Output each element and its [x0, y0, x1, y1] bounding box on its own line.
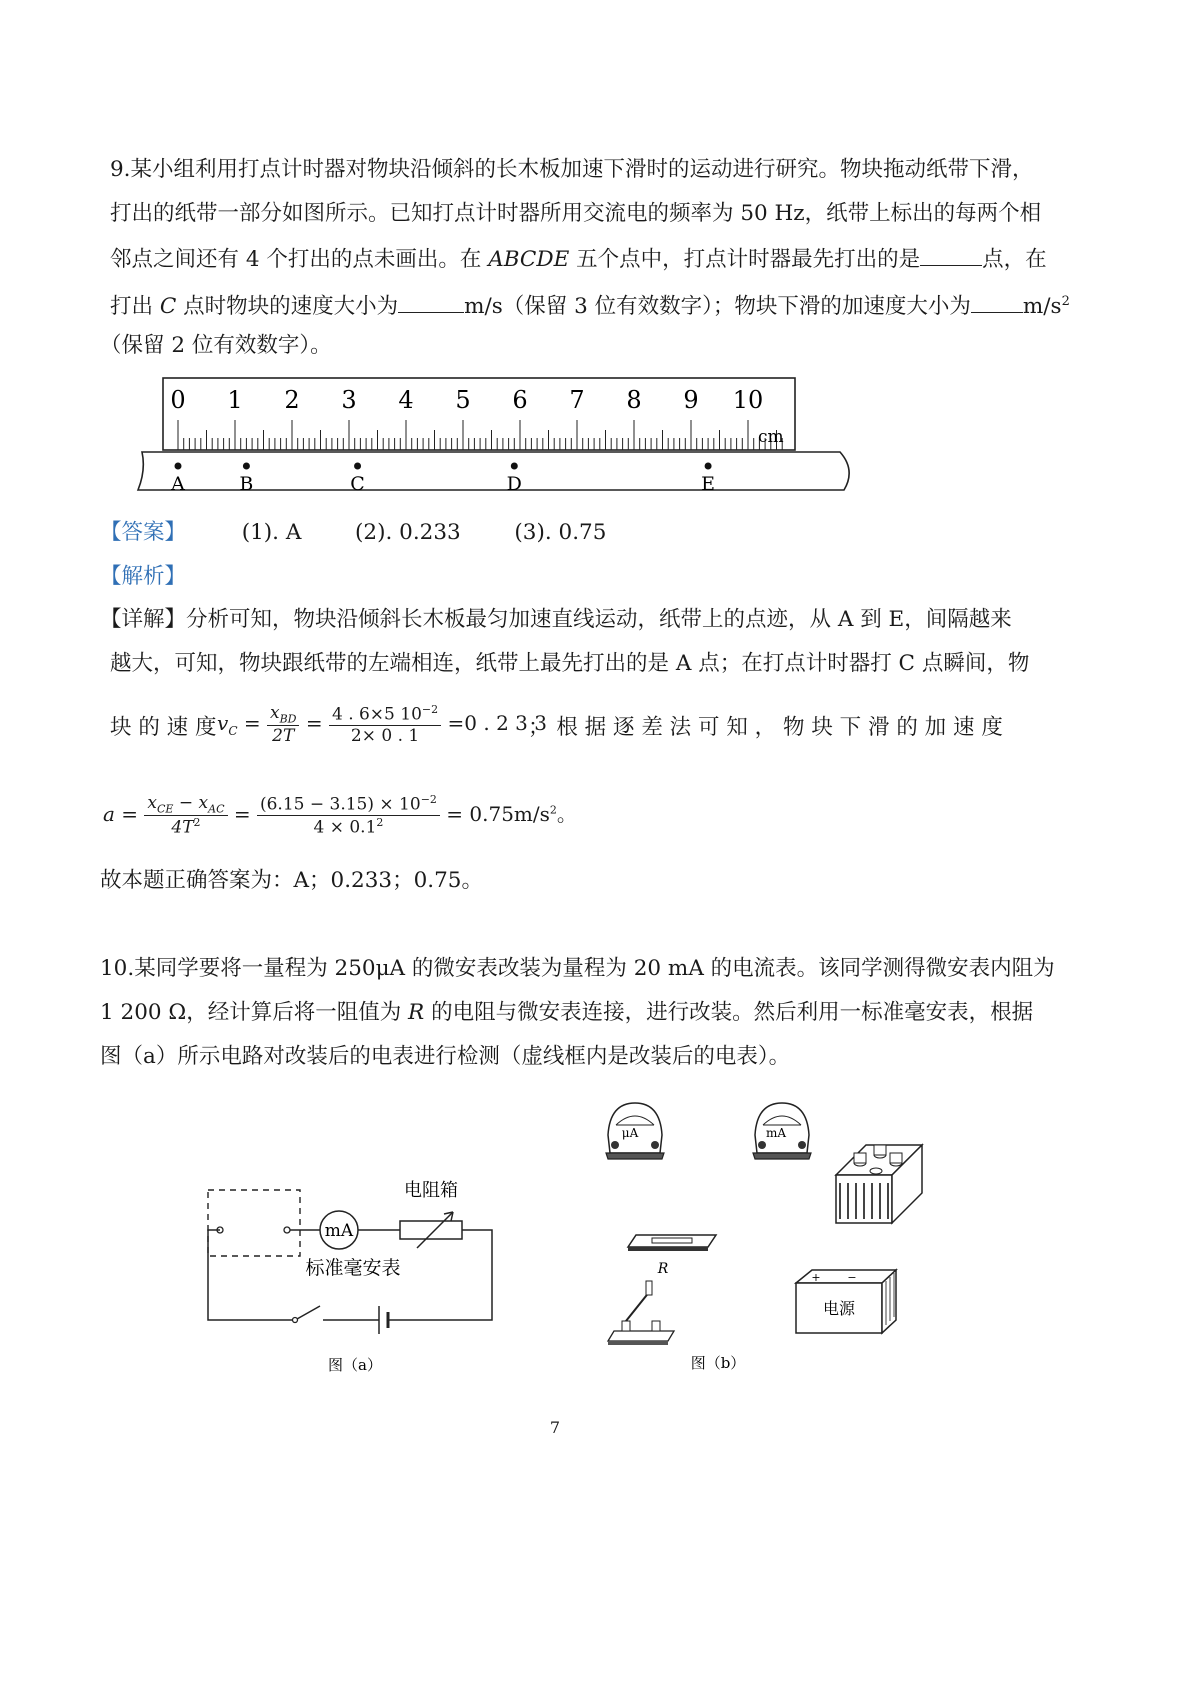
ruler-tape-figure: [130, 370, 870, 510]
tape-point-label: C: [350, 473, 365, 495]
q10-line-2-text: 1 200 Ω，经计算后将一阻值为: [100, 1000, 409, 1025]
tape-point-label: D: [506, 473, 522, 495]
ruler-tick-label: 10: [732, 386, 764, 414]
resistance-box-device: [836, 1145, 922, 1223]
vc-fraction-1: [267, 703, 300, 746]
switch-lever: [297, 1306, 320, 1319]
a-frac1-num-a-sub: CE: [157, 802, 174, 816]
a-frac1-num-b: x: [198, 793, 209, 813]
q9-line-2: 打出的纸带一部分如图所示。已知打点计时器所用交流电的频率为 50 Hz，纸带上标出的每两个相: [110, 201, 1042, 226]
tape-dot: [705, 463, 712, 470]
tape-dot: [175, 463, 182, 470]
vc-subscript: C: [228, 724, 238, 739]
vc-frac1-den: 2T: [272, 726, 295, 747]
a-frac1-den-exp: 2: [193, 816, 201, 830]
ruler-tick-label: 1: [227, 386, 243, 414]
detail-line-3-suffix: ； 根 据 逐 差 法 可 知 ， 物 块 下 滑 的 加 速 度: [528, 715, 1003, 740]
a-frac1-num-b-sub: AC: [208, 802, 225, 816]
answer-line: [100, 518, 606, 548]
ruler-tick-label: 9: [683, 386, 699, 414]
resistor-device: [628, 1235, 716, 1277]
ruler-tick-label: 3: [341, 386, 357, 414]
ruler-tick-label: 6: [512, 386, 528, 414]
answer-tag: 【答案】: [100, 520, 187, 545]
figure-b-caption: 图（b）: [690, 1354, 746, 1372]
conclusion: 故本题正确答案为：A；0.233；0.75。: [100, 868, 483, 893]
q9-line-3: [110, 243, 1047, 275]
a-frac2-num-exp: −2: [420, 793, 437, 807]
q9-line-3-text-c: 点，在: [982, 247, 1047, 272]
microammeter-label: μA: [621, 1126, 639, 1140]
page-number: 7: [549, 1418, 561, 1437]
q9-line-4-text-c: m/s（保留 3 位有效数字）；物块下滑的加速度大小为: [464, 294, 971, 320]
battery-label: 电源: [822, 1299, 856, 1318]
acceleration-formula: a = $\frac{x_{CE} - x_{AC}}{4T^2}$ = $\frac{(6.15 - 3.15) \times 10^{-2}}{4 \times 0.1^2}$ = $0.75m/s^2$。: [103, 793, 577, 839]
q10-line-2-text-b: 的电阻与微安表连接，进行改装。然后利用一标准毫安表，根据: [424, 1000, 1034, 1025]
q9-line-4-unit: m/s: [1022, 294, 1062, 320]
q9-line-4-text-b: 点时物块的速度大小为: [176, 294, 399, 320]
vc-frac1-num-sub: BD: [279, 712, 297, 726]
q9-line-3-text-b: 五个点中，打点计时器最先打出的是: [569, 247, 921, 272]
a-symbol: a: [103, 802, 115, 827]
q9-line-1: 9.某小组利用打点计时器对物块沿倾斜的长木板加速下滑时的运动进行研究。物块拖动纸带下滑，: [110, 157, 1034, 182]
a-result: 0.75m/s: [469, 802, 550, 827]
q9-unit-exponent: 2: [1061, 294, 1070, 309]
velocity-formula: $v_C$ = $\frac{x_{BD}}{2T}$ = $\frac{4 . 6\times 5 10^{-2}}{2\times 0 . 1}$ =0 . 2 3 3: [217, 703, 547, 747]
answer-1: (1). A: [241, 520, 302, 545]
microammeter-device: [606, 1103, 664, 1159]
tape-point-label: A: [171, 473, 185, 495]
figure-b-equipment: [600, 1095, 930, 1405]
detail-line-3-prefix: 块 的 速 度: [110, 715, 217, 740]
detail-line-2: 越大，可知，物块跟纸带的左端相连，纸带上最先打出的是 A 点；在打点计时器打 C 点瞬间，物: [110, 651, 1030, 676]
tape-point-label: B: [239, 473, 254, 495]
q10-line-1: 10.某同学要将一量程为 250μA 的微安表改装为量程为 20 mA 的电流表。该同学测得微安表内阻为: [100, 956, 1055, 981]
q9-line-3-text: 邻点之间还有 4 个打出的点未画出。在: [110, 247, 489, 272]
answer-2: (2). 0.233: [355, 520, 461, 545]
ruler-ticks: [178, 420, 782, 450]
q9-point-c: C: [159, 294, 177, 320]
detail-line-1-text: 分析可知，物块沿倾斜长木板最匀加速直线运动，纸带上的点迹，从 A 到 E，间隔越来: [186, 607, 1012, 632]
answer-3: (3). 0.75: [514, 520, 607, 545]
a-frac2-num: (6.15 − 3.15) × 10: [259, 795, 421, 816]
terminal-right: [284, 1227, 290, 1233]
q9-line-4-text: 打出: [110, 294, 160, 320]
vc-frac2-num-exp: −2: [421, 703, 439, 717]
resistor-box: [400, 1221, 462, 1239]
q10-resistor-symbol: R: [408, 1000, 425, 1025]
answer-blank-2[interactable]: [398, 290, 464, 313]
resistor-device-label: R: [657, 1261, 669, 1277]
ruler-tick-label: 0: [170, 386, 186, 414]
battery-plus: +: [811, 1271, 821, 1284]
figure-a-caption: 图（a）: [328, 1356, 382, 1374]
q10-line-2: [100, 998, 1033, 1028]
milliammeter-device: [753, 1103, 811, 1159]
switch-contact: [293, 1318, 298, 1323]
tape-dot: [511, 463, 518, 470]
tape-dot: [243, 463, 250, 470]
tape-dot: [354, 463, 361, 470]
q9-line-4: [110, 287, 1070, 322]
vc-frac2-num: 4 . 6×5 10: [331, 705, 422, 726]
a-fraction-1: $\frac{x_{CE} - x_{AC}}{4T^2}$: [144, 793, 227, 838]
detail-line-1: [100, 605, 1012, 635]
battery-minus: −: [847, 1271, 857, 1284]
q10-line-3: 图（a）所示电路对改装后的电表进行检测（虚线框内是改装后的电表）。: [100, 1044, 791, 1069]
ruler-tick-label: 4: [398, 386, 414, 414]
detail-tag: 【详解】: [100, 607, 187, 632]
ruler-tick-label: 7: [569, 386, 585, 414]
ruler-tick-label: 5: [455, 386, 471, 414]
figure-a-circuit: [195, 1170, 515, 1400]
vc-symbol: v: [217, 711, 229, 736]
q9-points-label: ABCDE: [488, 247, 570, 272]
a-frac1-den: 4T: [171, 818, 194, 839]
tape-point-label: E: [701, 473, 716, 495]
a-frac2-den: 4 × 0.1: [313, 817, 377, 838]
ruler-labels: [170, 386, 763, 414]
a-fraction-2: [257, 793, 440, 837]
a-frac1-num-a: x: [147, 793, 158, 813]
ruler-tick-label: 2: [284, 386, 300, 414]
answer-blank-3[interactable]: [971, 290, 1023, 313]
resistor-box-label: 电阻箱: [404, 1180, 458, 1201]
battery-device: [796, 1270, 896, 1333]
a-frac2-den-exp: 2: [376, 816, 384, 830]
a-tail: 。: [556, 802, 577, 827]
ruler-tick-label: 8: [626, 386, 642, 414]
vc-frac1-num: x: [269, 703, 280, 723]
modified-meter-dashed-box: [208, 1190, 300, 1256]
q9-line-5: （保留 2 位有效数字）。: [100, 333, 332, 358]
milliammeter-label: 标准毫安表: [305, 1257, 401, 1279]
milliammeter-symbol: mA: [324, 1221, 354, 1241]
knife-switch-device: [608, 1281, 674, 1345]
vc-frac2-den: 2× 0 . 1: [350, 726, 420, 747]
vc-result: 0 . 2 3 3: [464, 711, 547, 736]
ruler-unit-label: cm: [758, 427, 784, 447]
analysis-tag: 【解析】: [100, 564, 187, 589]
milliammeter-device-label: mA: [765, 1126, 787, 1140]
vc-fraction-2: [329, 703, 441, 746]
a-result-exp: 2: [549, 803, 557, 817]
answer-blank-1[interactable]: [920, 243, 982, 266]
